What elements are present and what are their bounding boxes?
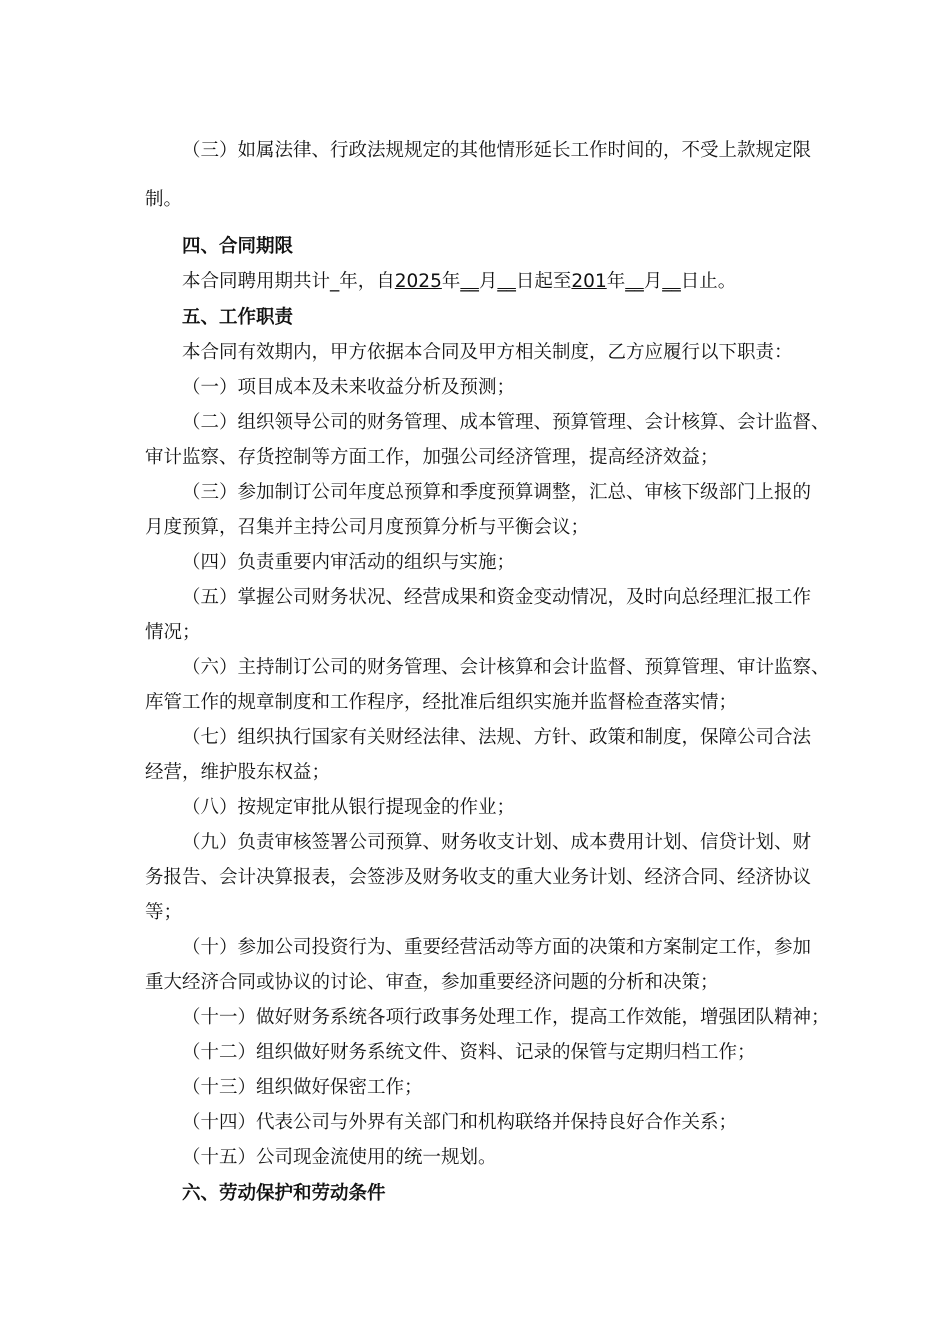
duty-5-line-1: （五）掌握公司财务状况、经营成果和资金变动情况，及时向总经理汇报工作 [182, 587, 812, 608]
duty-13: （十三）组织做好保密工作； [182, 1077, 423, 1098]
duty-5-line-2: 情况； [145, 622, 201, 643]
duty-6-line-1: （六）主持制订公司的财务管理、会计核算和会计监督、预算管理、审计监察、 [182, 657, 830, 678]
duty-11: （十一）做好财务系统各项行政事务处理工作，提高工作效能，增强团队精神； [182, 1007, 830, 1028]
duty-2-line-1: （二）组织领导公司的财务管理、成本管理、预算管理、会计核算、会计监督、 [182, 412, 830, 433]
heading-job-duties: 五、工作职责 [182, 307, 294, 328]
duties-intro: 本合同有效期内，甲方依据本合同及甲方相关制度，乙方应履行以下职责： [182, 342, 793, 363]
duty-7-line-1: （七）组织执行国家有关财经法律、法规、方针、政策和制度，保障公司合法 [182, 727, 812, 748]
duty-14: （十四）代表公司与外界有关部门和机构联络并保持良好合作关系； [182, 1112, 738, 1133]
duty-2-line-2: 审计监察、存货控制等方面工作，加强公司经济管理，提高经济效益； [145, 447, 719, 468]
duty-3-line-2: 月度预算，召集并主持公司月度预算分析与平衡会议； [145, 517, 590, 538]
duty-4: （四）负责重要内审活动的组织与实施； [182, 552, 516, 573]
heading-contract-term: 四、合同期限 [182, 236, 294, 257]
start-year: 2025 [394, 271, 442, 292]
duty-15: （十五）公司现金流使用的统一规划。 [182, 1147, 497, 1168]
duty-10-line-1: （十）参加公司投资行为、重要经营活动等方面的决策和方案制定工作，参加 [182, 937, 812, 958]
duty-7-line-2: 经营，维护股东权益； [145, 762, 331, 783]
duty-1: （一）项目成本及未来收益分析及预测； [182, 377, 516, 398]
duty-9-line-3: 等； [145, 902, 183, 923]
heading-labor-protection: 六、劳动保护和劳动条件 [182, 1183, 386, 1204]
end-year: 201 [571, 271, 607, 292]
contract-term-line: 本合同聘用期共计_年，自2025年__月__日起至201年__月__日止。 [182, 271, 737, 292]
duty-9-line-2: 务报告、会计决算报表，会签涉及财务收支的重大业务计划、经济合同、经济协议 [145, 867, 812, 888]
duty-3-line-1: （三）参加制订公司年度总预算和季度预算调整，汇总、审核下级部门上报的 [182, 482, 812, 503]
duty-8: （八）按规定审批从银行提现金的作业； [182, 797, 516, 818]
duty-12: （十二）组织做好财务系统文件、资料、记录的保管与定期归档工作； [182, 1042, 756, 1063]
clause-3-line-1: （三）如属法律、行政法规规定的其他情形延长工作时间的，不受上款规定限 [182, 140, 812, 161]
duty-9-line-1: （九）负责审核签署公司预算、财务收支计划、成本费用计划、信贷计划、财 [182, 832, 812, 853]
duty-10-line-2: 重大经济合同或协议的讨论、审查，参加重要经济问题的分析和决策； [145, 972, 719, 993]
duty-6-line-2: 库管工作的规章制度和工作程序，经批准后组织实施并监督检查落实情； [145, 692, 738, 713]
clause-3-line-2: 制。 [145, 189, 183, 210]
